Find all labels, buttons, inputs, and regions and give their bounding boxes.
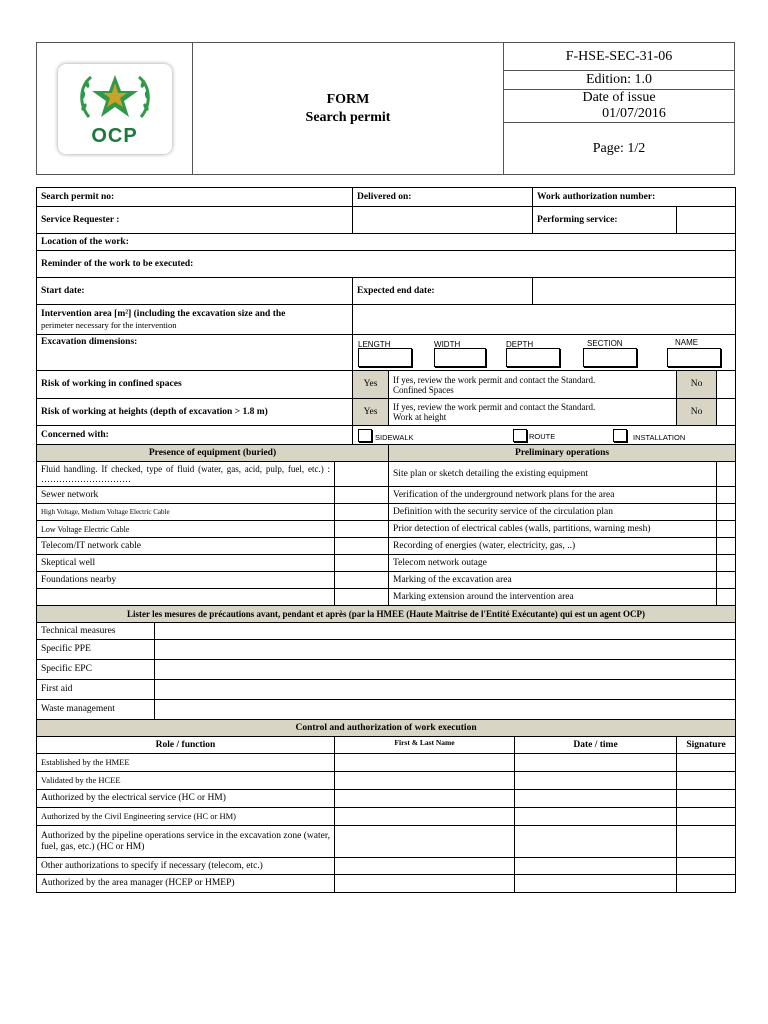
- intervention-area-text-2: perimeter necessary for the intervention: [41, 319, 177, 330]
- confined-blank[interactable]: [717, 371, 736, 399]
- excavation-dimensions-label: Excavation dimensions:: [37, 335, 353, 371]
- control-date-cell[interactable]: [515, 826, 677, 858]
- equipment-item: Low Voltage Electric Cable: [37, 521, 335, 538]
- equipment-item: Skeptical well: [37, 555, 335, 572]
- col-signature-header: Signature: [677, 737, 736, 754]
- service-requester-field[interactable]: Service Requester :: [37, 207, 353, 234]
- name-input[interactable]: [667, 348, 721, 367]
- expected-end-date-value[interactable]: [533, 278, 736, 305]
- precaution-label: Waste management: [37, 700, 155, 720]
- logo-cell: [37, 43, 193, 175]
- equipment-check[interactable]: [335, 504, 389, 521]
- form-title: [193, 43, 504, 175]
- equipment-check[interactable]: [335, 572, 389, 589]
- search-permit-no-field[interactable]: Search permit no:: [37, 188, 353, 207]
- sidewalk-checkbox[interactable]: [358, 429, 372, 442]
- heights-no-option[interactable]: No: [677, 399, 717, 426]
- control-name-cell[interactable]: [335, 772, 515, 790]
- control-role: Authorized by the area manager (HCEP or HMEP): [37, 875, 335, 893]
- equipment-check[interactable]: [335, 589, 389, 606]
- service-requester-value[interactable]: [353, 207, 533, 234]
- control-role: Authorized by the pipeline operations service in the excavation zone (water, fuel, gas, etc.) (HC or HM): [37, 826, 335, 858]
- confined-note-2: Confined Spaces: [393, 384, 454, 395]
- ocp-logo: [58, 64, 172, 154]
- preliminary-item: Recording of energies (water, electricity, gas, ..): [389, 538, 717, 555]
- control-role: Authorized by the electrical service (HC or HM): [37, 790, 335, 808]
- preliminary-check[interactable]: [717, 589, 736, 606]
- installation-label: INSTALLATION: [633, 432, 686, 442]
- preliminary-item: Marking extension around the intervention area: [389, 589, 717, 606]
- performing-service-value[interactable]: [677, 207, 736, 234]
- confined-note-1: If yes, review the work permit and contact the Standard.: [393, 374, 596, 385]
- heights-yes-option[interactable]: Yes: [353, 399, 389, 426]
- start-date-field[interactable]: Start date:: [37, 278, 353, 305]
- preliminary-item: Telecom network outage: [389, 555, 717, 572]
- precaution-value[interactable]: [155, 660, 736, 680]
- installation-checkbox[interactable]: [613, 429, 627, 442]
- control-signature-cell[interactable]: [677, 808, 736, 826]
- precaution-label: Specific PPE: [37, 640, 155, 660]
- control-name-cell[interactable]: [335, 826, 515, 858]
- control-role: Established by the HMEE: [37, 754, 335, 772]
- risk-confined-label: Risk of working in confined spaces: [37, 371, 353, 399]
- control-role: Authorized by the Civil Engineering service (HC or HM): [37, 808, 335, 826]
- date-label: Date of issue: [582, 90, 656, 105]
- reminder-field[interactable]: Reminder of the work to be executed:: [37, 251, 736, 278]
- control-signature-cell[interactable]: [677, 875, 736, 893]
- control-role: Validated by the HCEE: [37, 772, 335, 790]
- name-label: NAME: [675, 337, 699, 347]
- control-name-cell[interactable]: [335, 790, 515, 808]
- preliminary-item: Definition with the security service of the circulation plan: [389, 504, 717, 521]
- equipment-check[interactable]: [335, 462, 389, 487]
- control-signature-cell[interactable]: [677, 858, 736, 875]
- control-role: Other authorizations to specify if necessary (telecom, etc.): [37, 858, 335, 875]
- control-date-cell[interactable]: [515, 875, 677, 893]
- control-date-cell[interactable]: [515, 772, 677, 790]
- preliminary-section-title: Preliminary operations: [389, 445, 736, 462]
- form-edition: Edition: 1.0: [504, 71, 735, 90]
- preliminary-item: Verification of the underground network plans for the area: [389, 487, 717, 504]
- location-field[interactable]: Location of the work:: [37, 234, 736, 251]
- control-name-cell[interactable]: [335, 875, 515, 893]
- form-label: FORM: [326, 91, 370, 107]
- col-name-header: First & Last Name: [335, 737, 515, 754]
- control-signature-cell[interactable]: [677, 772, 736, 790]
- sidewalk-label: SIDEWALK: [375, 432, 414, 442]
- equipment-check[interactable]: [335, 487, 389, 504]
- search-permit-form: [36, 187, 736, 893]
- equipment-item: Sewer network: [37, 487, 335, 504]
- heights-note-2: Work at height: [393, 412, 447, 422]
- ocp-star-emblem-icon: [75, 69, 155, 127]
- excavation-dimensions-inputs: [353, 335, 736, 371]
- preliminary-check[interactable]: [717, 462, 736, 487]
- concerned-with-label: Concerned with:: [37, 426, 353, 445]
- confined-note: [389, 371, 677, 399]
- heights-blank[interactable]: [717, 399, 736, 426]
- control-signature-cell[interactable]: [677, 790, 736, 808]
- precaution-value[interactable]: [155, 623, 736, 640]
- preliminary-check[interactable]: [717, 572, 736, 589]
- equipment-item: High Voltage, Medium Voltage Electric Cable: [37, 504, 335, 521]
- route-label: ROUTE: [529, 431, 556, 441]
- preliminary-check[interactable]: [717, 487, 736, 504]
- preliminary-item: Site plan or sketch detailing the existing equipment: [389, 462, 717, 487]
- intervention-area-label: [37, 305, 353, 335]
- control-date-cell[interactable]: [515, 790, 677, 808]
- col-date-header: Date / time: [515, 737, 677, 754]
- control-section-title: Control and authorization of work execution: [37, 720, 736, 737]
- delivered-on-field[interactable]: Delivered on:: [353, 188, 533, 207]
- precaution-label: Specific EPC: [37, 660, 155, 680]
- control-date-cell[interactable]: [515, 754, 677, 772]
- form-header: [36, 42, 735, 175]
- control-name-cell[interactable]: [335, 858, 515, 875]
- width-input[interactable]: [434, 348, 486, 367]
- col-role-header: Role / function: [37, 737, 335, 754]
- work-authorization-field[interactable]: Work authorization number:: [533, 188, 736, 207]
- preliminary-check[interactable]: [717, 538, 736, 555]
- equipment-section-title: Presence of equipment (buried): [37, 445, 389, 462]
- form-name: Search permit: [305, 109, 391, 125]
- logo-text: OCP: [91, 125, 138, 147]
- section-label: SECTION: [587, 338, 623, 348]
- confined-no-option[interactable]: No: [677, 371, 717, 399]
- control-date-cell[interactable]: [515, 858, 677, 875]
- length-input[interactable]: [358, 348, 412, 367]
- precaution-value[interactable]: [155, 680, 736, 700]
- page-number: Page: 1/2: [504, 123, 735, 175]
- equipment-check[interactable]: [335, 521, 389, 538]
- section-input[interactable]: [583, 348, 637, 367]
- performing-service-field[interactable]: Performing service:: [533, 207, 677, 234]
- expected-end-date-field[interactable]: Expected end date:: [353, 278, 533, 305]
- preliminary-item: Prior detection of electrical cables (walls, partitions, warning mesh): [389, 521, 717, 538]
- length-label: LENGTH: [358, 339, 391, 349]
- heights-note: [389, 399, 677, 426]
- preliminary-check[interactable]: [717, 504, 736, 521]
- concerned-with-options: [353, 426, 736, 445]
- control-name-cell[interactable]: [335, 808, 515, 826]
- date-of-issue: [504, 90, 735, 123]
- control-name-cell[interactable]: [335, 754, 515, 772]
- equipment-check[interactable]: [335, 555, 389, 572]
- preliminary-check[interactable]: [717, 555, 736, 572]
- equipment-item: Foundations nearby: [37, 572, 335, 589]
- precaution-label: First aid: [37, 680, 155, 700]
- equipment-item: [37, 589, 335, 606]
- precaution-value[interactable]: [155, 640, 736, 660]
- equipment-item: Telecom/IT network cable: [37, 538, 335, 555]
- intervention-area-value[interactable]: [353, 305, 736, 335]
- risk-heights-label: Risk of working at heights (depth of excavation > 1.8 m): [37, 399, 353, 426]
- depth-input[interactable]: [506, 348, 560, 367]
- precautions-section-title: Lister les mesures de précautions avant, pendant et après (par la HMEE (Haute Maîtrise de l'Entité Exécutante) qui est un agent OCP): [37, 606, 736, 623]
- route-checkbox[interactable]: [513, 429, 527, 442]
- depth-label: DEPTH: [506, 339, 534, 349]
- equipment-check[interactable]: [335, 538, 389, 555]
- form-code: F-HSE-SEC-31-06: [504, 43, 735, 71]
- control-date-cell[interactable]: [515, 808, 677, 826]
- date-value: 01/07/2016: [602, 106, 666, 121]
- heights-note-1: If yes, review the work permit and contact the Standard.: [393, 402, 596, 412]
- equipment-item: Fluid handling. If checked, type of fluid (water, gas, acid, pulp, fuel, etc.) : …………………………: [37, 462, 335, 487]
- width-label: WIDTH: [434, 339, 461, 349]
- control-signature-cell[interactable]: [677, 754, 736, 772]
- preliminary-check[interactable]: [717, 521, 736, 538]
- preliminary-item: Marking of the excavation area: [389, 572, 717, 589]
- precaution-label: Technical measures: [37, 623, 155, 640]
- intervention-area-text: Intervention area [m²] (including the excavation size and the: [41, 308, 286, 319]
- control-signature-cell[interactable]: [677, 826, 736, 858]
- precaution-value[interactable]: [155, 700, 736, 720]
- confined-yes-option[interactable]: Yes: [353, 371, 389, 399]
